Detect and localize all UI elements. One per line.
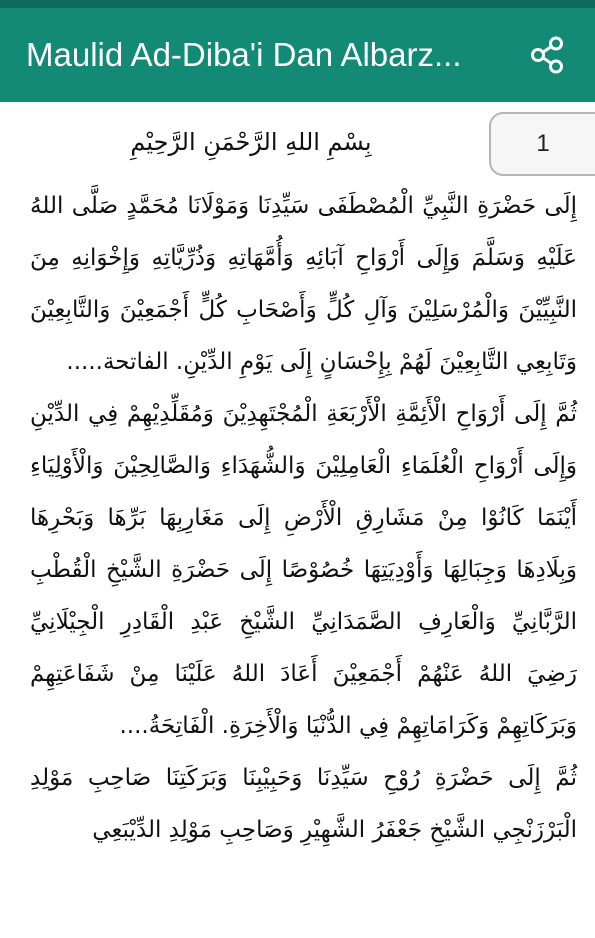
reading-content[interactable] (0, 102, 595, 938)
basmala-heading: بِسْمِ اللهِ الرَّحْمَنِ الرَّحِيْمِ (130, 128, 372, 156)
page-number-badge (489, 112, 595, 176)
app-bar (0, 8, 595, 102)
paragraph: ثُمَّ إِلَى حَضْرَةِ رُوْحِ سَيِّدِنَا وَحَبِيْبِنَا وَبَرَكَتِنَا صَاحِبِ مَوْلِدِ الْبَرْزَنْجِي الشَّيْخِ جَعْفَرُ الشَّهِيْرِ وَصَاحِبِ مَوْلِدِ الدِّيْبَعِي (30, 765, 577, 843)
share-icon (527, 35, 567, 75)
arabic-text-body (30, 180, 577, 856)
app-title: Maulid Ad-Diba'i Dan Albarz... (26, 36, 462, 73)
paragraph: إِلَى حَضْرَةِ النَّبِيِّ الْمُصْطَفَى سَيِّدِنَا وَمَوْلَانَا مُحَمَّدٍ صَلَّى اللهُ عَلَيْهِ وَسَلَّمَ وَإِلَى أَرْوَاحِ آبَائِهِ وَأُمَّهَاتِهِ وَذُرِّيَّاتِهِ وَإِخْوَانِهِ مِنَ النَّبِيِّيْنَ وَالْمُرْسَلِيْنَ وَآلِ كُلٍّ وَأَصْحَابِ كُلٍّ أَجْمَعِيْنَ وَالتَّابِعِيْنَ وَتَابِعِي التَّابِعِيْنَ لَهُمْ بِإِحْسَانٍ إِلَى يَوْمِ الدِّيْنِ. الفاتحة..... (30, 193, 577, 375)
page-number: 1 (536, 130, 550, 157)
paragraph: ثُمَّ إِلَى أَرْوَاحِ الْأَئِمَّةِ الْأَرْبَعَةِ الْمُجْتَهِدِيْنَ وَمُقَلِّدِيْهِمْ فِي الدِّيْنِ وَإِلَى أَرْوَاحِ الْعُلَمَاءِ الْعَامِلِيْنَ وَالشُّهَدَاءِ وَالصَّالِحِيْنَ وَالْأَوْلِيَاءِ أَيْنَمَا كَانُوْا مِنْ مَشَارِقِ الْأَرْضِ إِلَى مَغَارِبِهَا بَرِّهَا وَبَحْرِهَا وَبِلَادِهَا وَجِبَالِهَا وَأَوْدِيَتِهَا خُصُوْصًا إِلَى حَضْرَةِ الشَّيْخِ الْقُطْبِ الرَّبَّانِيِّ وَالْعَارِفِ الصَّمَدَانِيِّ الشَّيْخِ عَبْدِ الْقَادِرِ الْجِيْلَانِيِّ رَضِيَ اللهُ عَنْهُمْ أَجْمَعِيْنَ أَعَادَ اللهُ عَلَيْنَا مِنْ شَفَاعَتِهِمْ وَبَرَكَاتِهِمْ وَكَرَامَاتِهِمْ فِي الدُّنْيَا وَالْأَخِرَةِ. الْفَاتِحَةُ.... (30, 401, 577, 739)
status-bar (0, 0, 595, 8)
share-button[interactable] (521, 29, 573, 81)
